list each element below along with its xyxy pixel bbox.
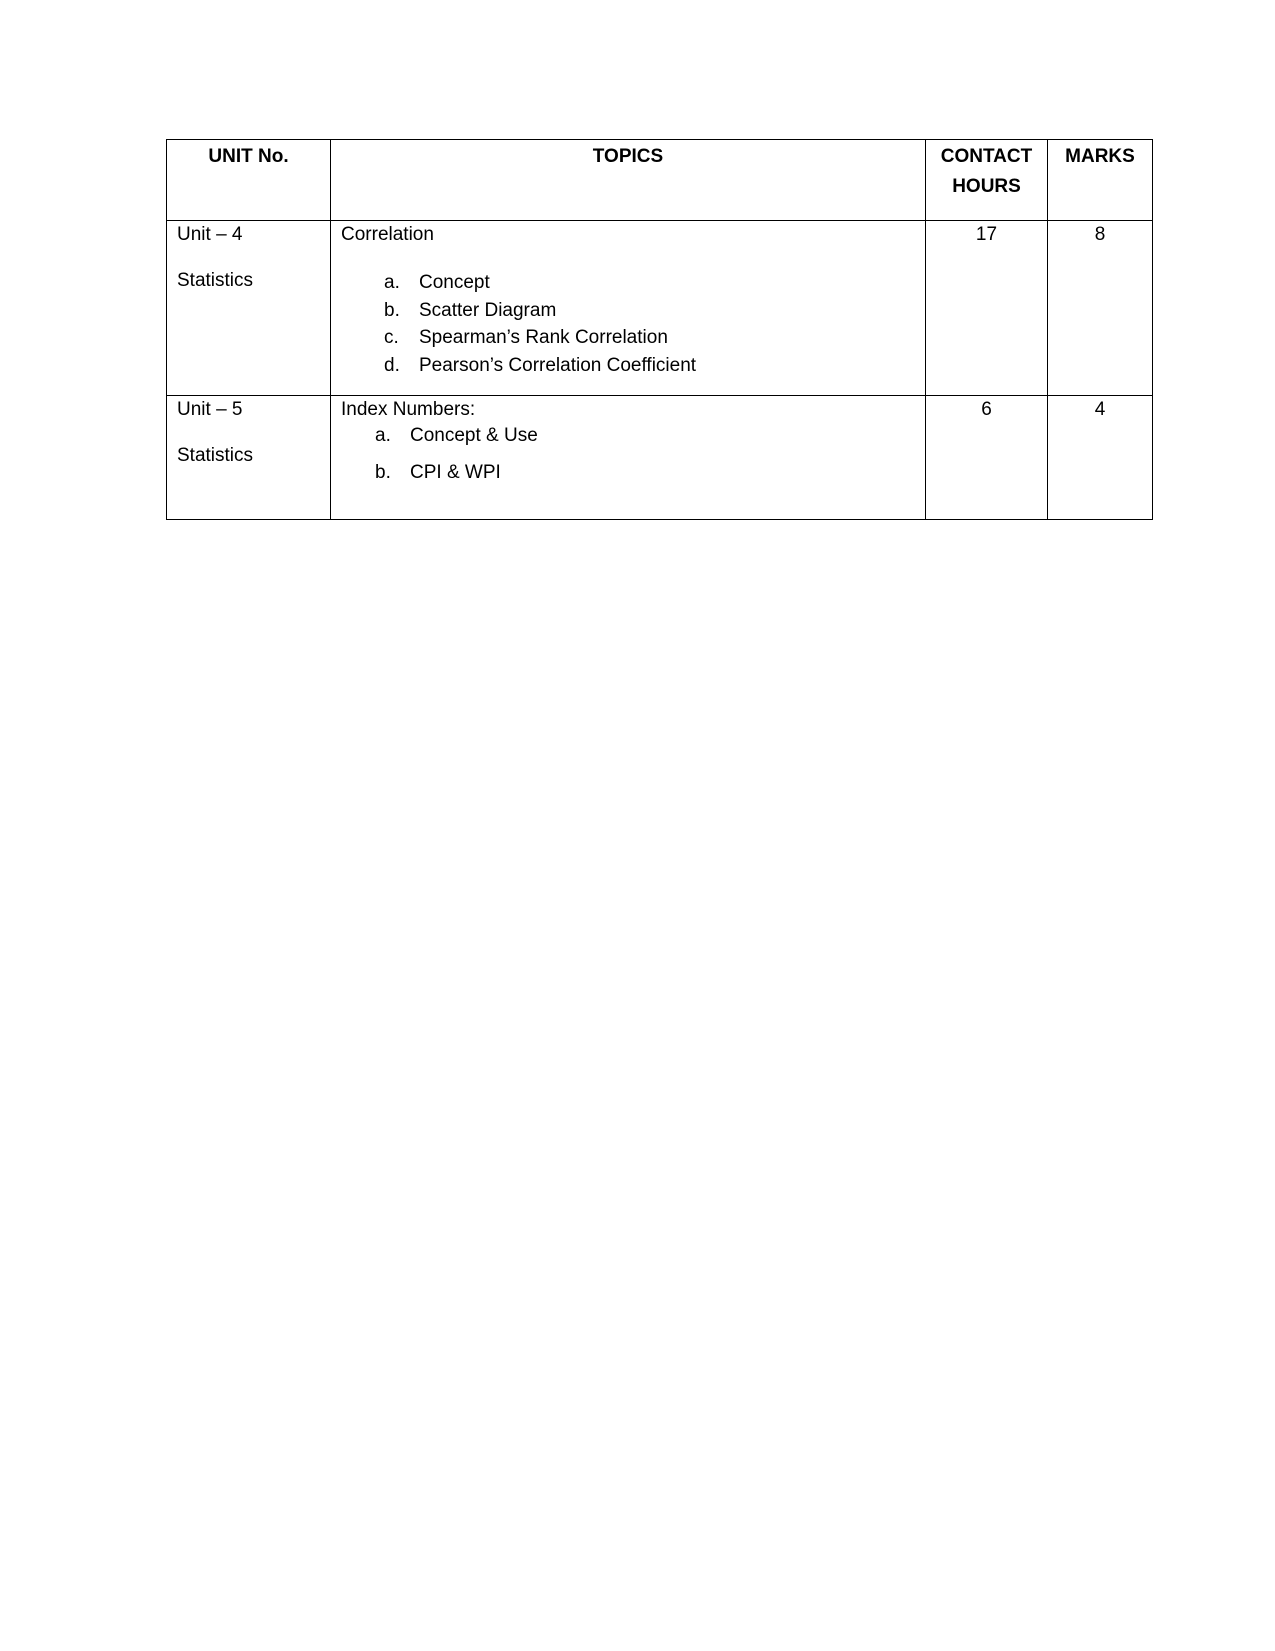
header-contact-hours-line1: CONTACT	[940, 146, 1033, 167]
contact-hours-cell: 17	[926, 221, 1048, 396]
table-row	[167, 396, 1153, 520]
header-contact-hours-line2: HOURS	[952, 176, 1021, 197]
topic-item-text: Pearson’s Correlation Coefficient	[419, 354, 697, 376]
topic-item-text: Concept	[419, 272, 490, 293]
topic-item	[384, 270, 925, 298]
syllabus-table	[166, 139, 1153, 520]
topic-title: Correlation	[341, 224, 434, 245]
topic-item-marker: a.	[384, 272, 400, 293]
header-topics-label: TOPICS	[592, 146, 664, 167]
header-contact-hours	[926, 140, 1048, 221]
topic-item	[375, 460, 925, 487]
header-topics	[331, 140, 926, 221]
header-marks	[1048, 140, 1153, 221]
table-header-row	[167, 140, 1153, 221]
topic-item	[384, 353, 925, 381]
topic-list	[341, 423, 925, 487]
header-unit-no-label: UNIT No.	[208, 146, 289, 167]
topics-cell	[331, 396, 926, 520]
marks-cell: 8	[1048, 221, 1153, 396]
topic-list	[341, 270, 925, 380]
topics-cell	[331, 221, 926, 396]
marks-cell: 4	[1048, 396, 1153, 520]
topic-item-text: CPI & WPI	[410, 462, 501, 483]
contact-hours-cell: 6	[926, 396, 1048, 520]
topic-item	[384, 325, 925, 353]
header-unit-no	[167, 140, 331, 221]
unit-cell	[167, 396, 331, 520]
unit-label: Unit – 4	[177, 224, 243, 245]
topic-item-text: Concept & Use	[410, 425, 538, 446]
topic-item	[375, 423, 925, 460]
topic-item-marker: d.	[384, 354, 400, 376]
topic-item-text: Scatter Diagram	[419, 299, 557, 321]
topic-item-marker: b.	[375, 462, 391, 483]
topic-item-marker: c.	[384, 327, 399, 348]
header-marks-label: MARKS	[1065, 146, 1135, 167]
topic-item-marker: b.	[384, 299, 400, 321]
topic-item-text: Spearman’s Rank Correlation	[419, 327, 668, 348]
topic-title: Index Numbers:	[341, 399, 476, 420]
topic-item-marker: a.	[375, 425, 391, 446]
topic-item	[384, 298, 925, 326]
unit-label: Unit – 5	[177, 399, 243, 420]
unit-subject: Statistics	[177, 270, 254, 291]
unit-subject: Statistics	[177, 445, 254, 466]
table-row	[167, 221, 1153, 396]
unit-cell	[167, 221, 331, 396]
